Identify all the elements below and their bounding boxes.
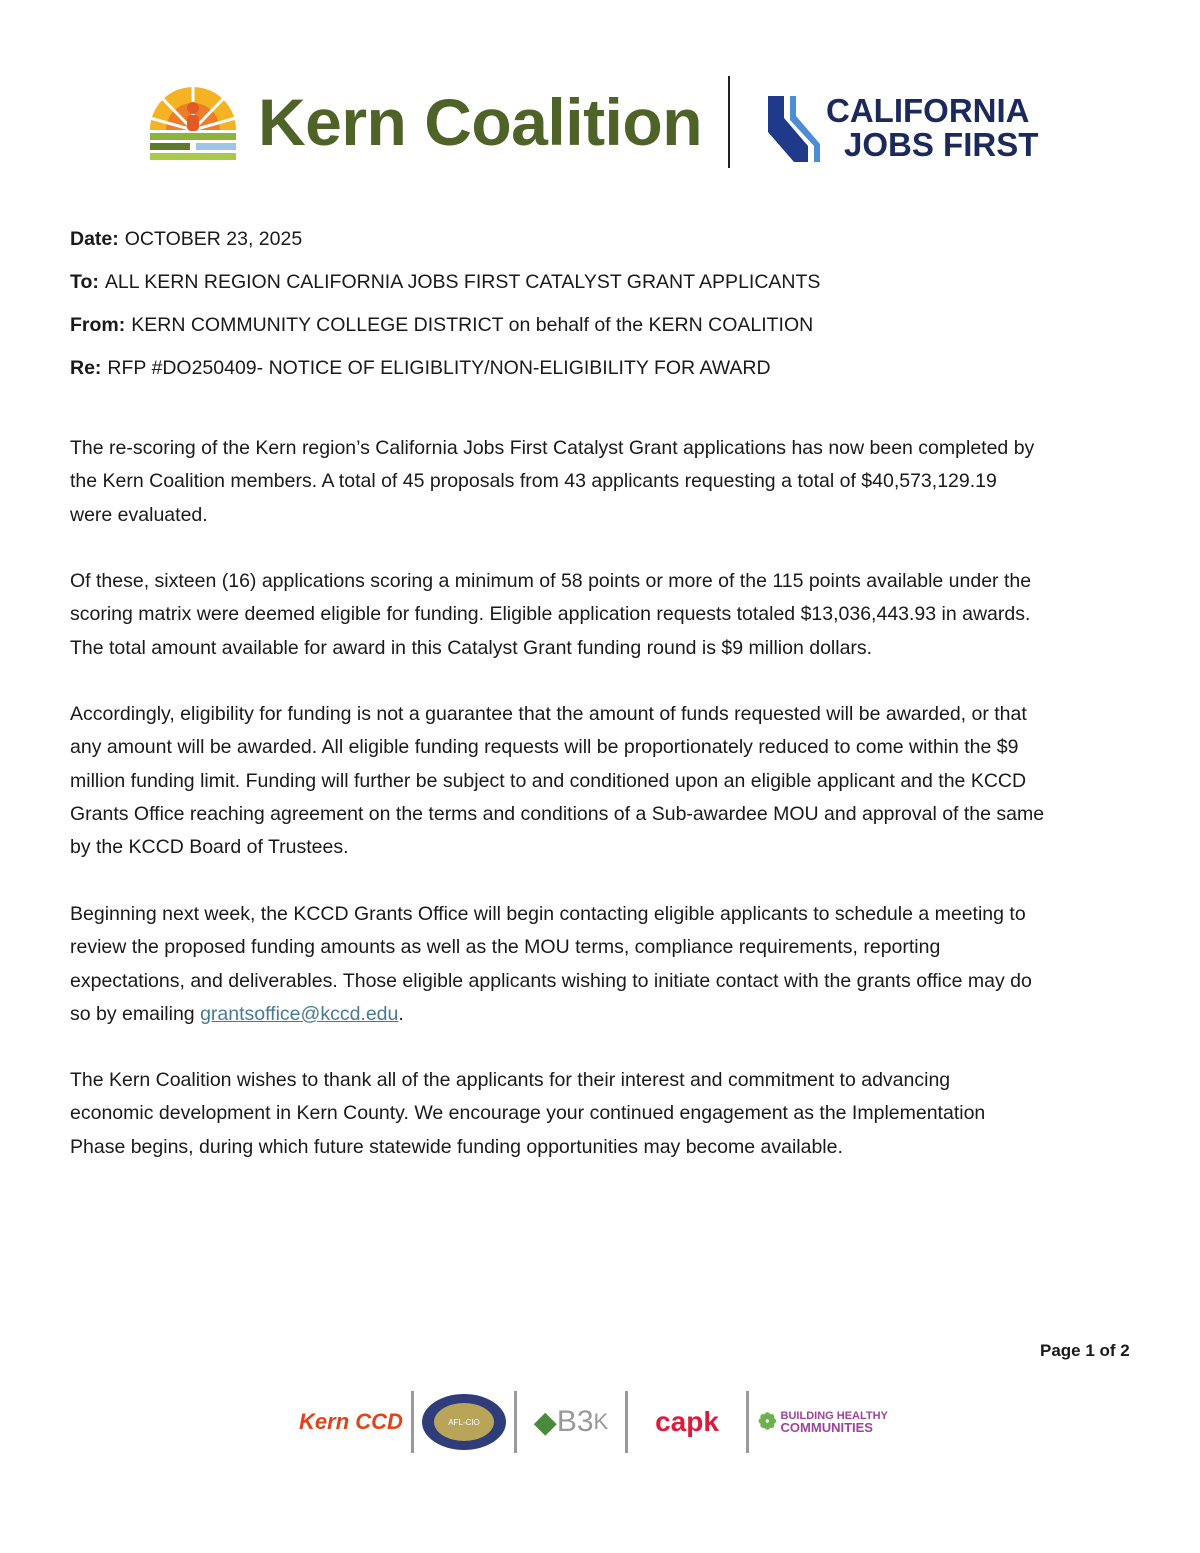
text-line: The re-scoring of the Kern region’s California Jobs First Catalyst Grant applications has now been completed by [70,437,1035,459]
paragraph-next-steps [70,898,1032,1031]
text-line: economic development in Kern County. We encourage your continued engagement as the Implementation [70,1102,986,1125]
paragraph-rescoring [70,432,1034,532]
logo-separator [514,1391,517,1453]
logo-divider [728,76,730,168]
text-line: were evaluated. [70,503,208,526]
text-line: Beginning next week, the KCCD Grants Office will begin contacting eligible applicants to schedule a meeting to [70,903,1026,925]
kern-ccd-logo: Kern CCD [299,1409,403,1434]
text-line: by the KCCD Board of Trustees. [70,836,349,859]
capk-logo: capk [655,1406,719,1437]
logo-separator [411,1391,414,1453]
memo-from [70,314,820,357]
b3k-k: K [593,1409,609,1434]
text-line: Grants Office reaching agreement on the terms and conditions of a Sub-awardee MOU and approval of the same [70,802,1045,825]
kern-coalition-sun-icon [144,78,242,166]
kern-coalition-logo-text: Kern Coalition [258,85,703,159]
bhc-line2: COMMUNITIES [780,1420,873,1435]
label: Date: [70,228,119,250]
text-line: any amount will be awarded. All eligible funding requests will be proportionately reduced to come within the $9 [70,736,1019,759]
memo-re [70,357,820,400]
bhc-line1: BUILDING HEALTHY [780,1410,888,1422]
memo-header [70,228,820,400]
text-line: scoring matrix were deemed eligible for funding. Eligible application requests totaled $13,036,443.93 in awards. [70,603,1031,626]
b3k-logo [521,1392,621,1452]
logo-separator [625,1391,628,1453]
afl-cio-seal-icon [420,1392,508,1452]
value: ALL KERN REGION CALIFORNIA JOBS FIRST CATALYST GRANT APPLICANTS [104,271,821,293]
text-line: the Kern Coalition members. A total of 45 proposals from 43 applicants requesting a total of $40,573,129.19 [70,470,997,493]
text-line: million funding limit. Funding will further be subject to and conditioned upon an eligible applicant and the KCCD [70,769,1027,792]
cjf-line2: JOBS FIRST [844,126,1039,163]
logo-separator [746,1391,749,1453]
label: Re: [70,357,102,379]
letterhead [140,70,1070,180]
value: RFP #DO250409- NOTICE OF ELIGIBLITY/NON-ELIGIBILITY FOR AWARD [107,357,771,379]
text-line: review the proposed funding amounts as well as the MOU terms, compliance requirements, reporting [70,936,941,959]
value: KERN COMMUNITY COLLEGE DISTRICT on behalf of the KERN COALITION [131,314,814,336]
b3k-text: B3 [556,1405,594,1438]
paragraph-funding-conditions [70,698,1044,864]
grants-office-email-link[interactable]: grantsoffice@kccd.edu [200,1002,399,1025]
value: OCTOBER 23, 2025 [124,228,303,250]
text-line: Phase begins, during which future statewide funding opportunities may become available. [70,1135,843,1158]
paragraph-thanks [70,1064,985,1164]
email-prefix: so by emailing [70,1002,201,1025]
email-suffix: . [398,1002,404,1025]
california-jobs-first-logo-text [826,94,1038,162]
building-healthy-communities-logo [753,1392,893,1452]
text-line: The total amount available for award in this Catalyst Grant funding round is $9 million dollars. [70,636,873,659]
text-line [70,998,1032,1031]
memo-to [70,271,820,314]
label: From: [70,314,126,336]
text-line: expectations, and deliverables. Those eligible applicants wishing to initiate contact with the grants office may do [70,969,1032,992]
cjf-line1: CALIFORNIA [826,92,1030,129]
b3k-leaf-icon: ◆ [533,1405,557,1439]
text-line: Accordingly, eligibility for funding is not a guarantee that the amount of funds requested will be awarded, or that [70,703,1027,725]
text-line: Of these, sixteen (16) applications scoring a minimum of 58 points or more of the 115 points available under the [70,570,1032,592]
afl-text: AFL-CIO [448,1418,480,1427]
partner-logos [295,1388,907,1456]
bhc-globe-icon: ❁ [758,1409,777,1434]
afl-cio-logo [418,1392,510,1452]
memo-date [70,228,820,271]
paragraph-eligibility [70,565,1031,665]
page-number: Page 1 of 2 [1040,1341,1130,1360]
label: To: [70,271,99,293]
text-line: The Kern Coalition wishes to thank all of the applicants for their interest and commitment to advancing [70,1069,951,1091]
